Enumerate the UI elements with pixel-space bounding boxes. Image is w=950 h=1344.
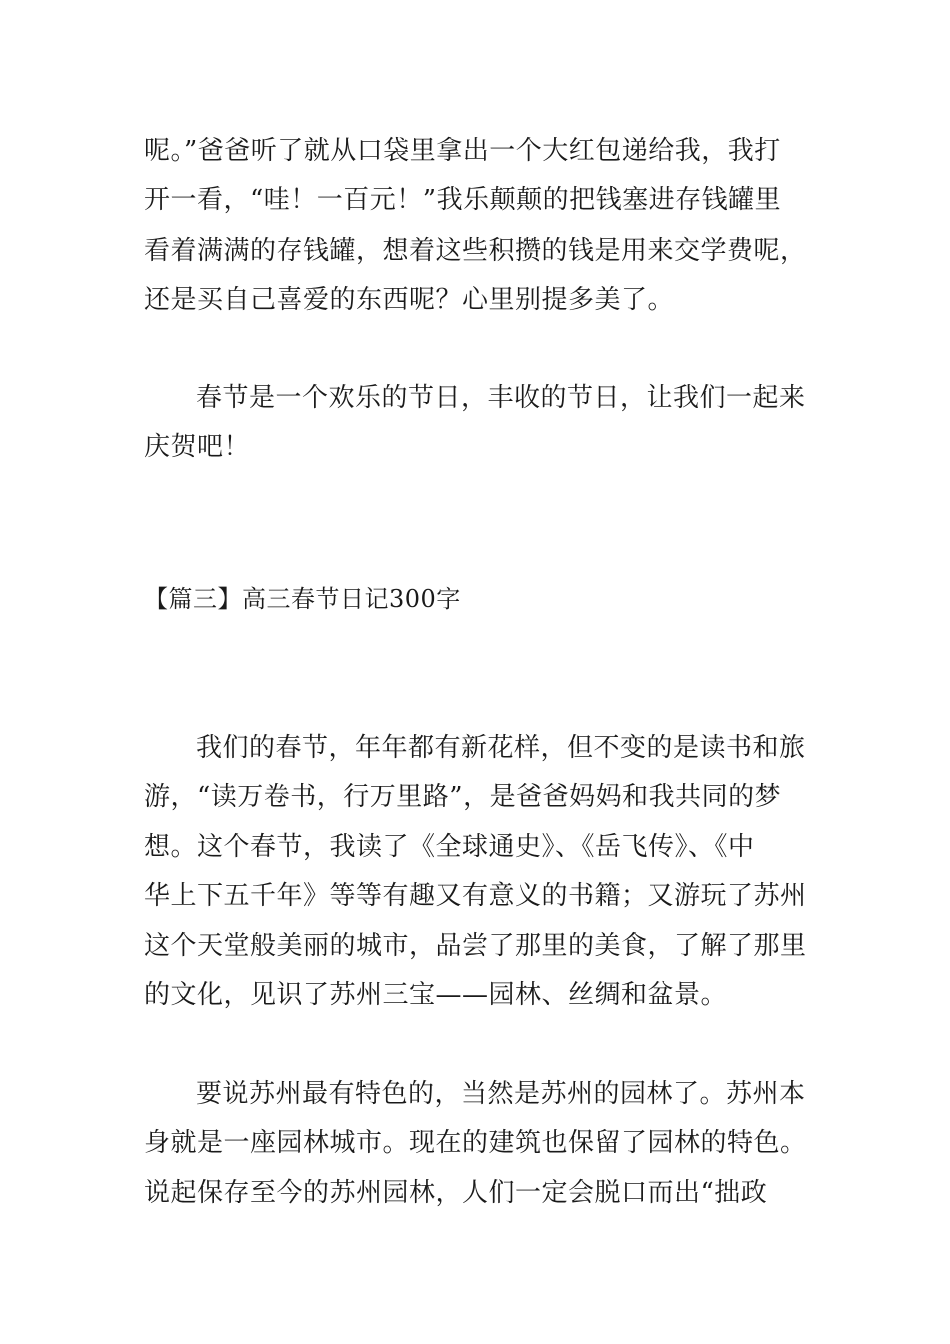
text-line: 要说苏州最有特色的，当然是苏州的园林了。苏州本 [196,1079,806,1109]
text-line: 华上下五千年》等等有趣又有意义的书籍；又游玩了苏州 [144,881,807,911]
text-line: 的文化，见识了苏州三宝——园林、丝绸和盆景。 [144,980,728,1010]
text-line: 庆贺吧！ [144,432,251,462]
text-line: 身就是一座园林城市。现在的建筑也保留了园林的特色。 [144,1128,807,1158]
text-line: 说起保存至今的苏州园林，人们一定会脱口而出“拙政 [144,1178,768,1208]
text-line: 游，“读万卷书，行万里路”，是爸爸妈妈和我共同的梦 [144,782,782,812]
text-line: 我们的春节，年年都有新花样，但不变的是读书和旅 [196,733,806,763]
text-line: 开一看，“哇！一百元！”我乐颠颠的把钱塞进存钱罐里 [144,185,782,215]
text-line: 想。这个春节，我读了《全球通史》、《岳飞传》、《中 [144,832,755,862]
text-line: 呢。”爸爸听了就从口袋里拿出一个大红包递给我，我打 [144,136,781,166]
text-line: 看着满满的存钱罐，想着这些积攒的钱是用来交学费呢， [144,236,807,266]
text-line: 还是买自己喜爱的东西呢？心里别提多美了。 [144,285,675,315]
section-heading: 【篇三】高三春节日记300字 [144,585,461,613]
text-line: 这个天堂般美丽的城市，品尝了那里的美食，了解了那里 [144,931,807,961]
text-line: 春节是一个欢乐的节日，丰收的节日，让我们一起来 [196,383,806,413]
